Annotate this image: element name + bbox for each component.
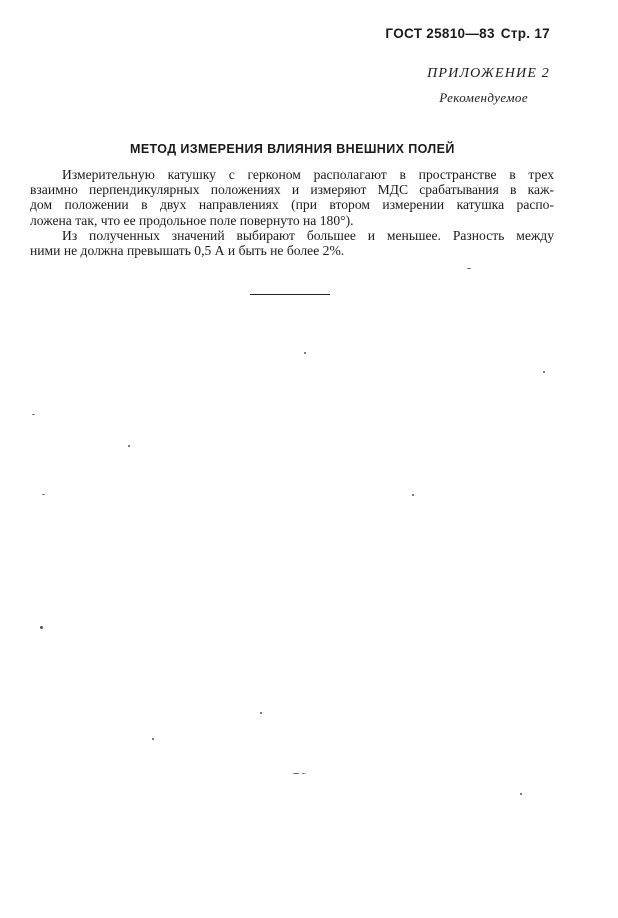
scan-speck xyxy=(520,793,522,795)
scan-speck xyxy=(293,773,299,774)
body-text xyxy=(30,167,554,259)
section-title: МЕТОД ИЗМЕРЕНИЯ ВЛИЯНИЯ ВНЕШНИХ ПОЛЕЙ xyxy=(130,142,455,156)
scan-speck xyxy=(152,738,154,740)
paragraph-2 xyxy=(30,227,554,259)
paragraph-line: ложена так, что ее продольное поле повернуто на 180°). xyxy=(30,212,354,228)
scan-speck xyxy=(260,712,262,714)
page-header xyxy=(385,26,550,41)
standard-number: ГОСТ 25810—83 xyxy=(385,26,495,41)
paragraph-1 xyxy=(30,167,554,228)
appendix-status: Рекомендуемое xyxy=(439,90,528,105)
paragraph-line: Измерительную катушку с герконом располагают в пространстве в трех xyxy=(62,167,554,182)
paragraph-line: взаимно перпендикулярных положениях и измеряют МДС срабатывания в каж- xyxy=(30,182,554,198)
scan-speck xyxy=(543,371,545,373)
scan-speck xyxy=(412,494,414,496)
scan-speck xyxy=(40,626,43,629)
paragraph-line: Из полученных значений выбирают большее и меньшее. Разность между xyxy=(62,227,554,243)
scan-speck xyxy=(304,352,306,354)
scan-speck xyxy=(128,445,130,447)
scan-speck xyxy=(42,494,45,495)
scan-speck xyxy=(467,268,471,269)
end-rule xyxy=(250,294,330,295)
page-number: Стр. 17 xyxy=(500,26,550,41)
scan-speck xyxy=(32,414,35,415)
paragraph-line: дом положении в двух направлениях (при втором измерении катушка распо- xyxy=(30,197,554,213)
paragraph-line: ними не должна превышать 0,5 А и быть не более 2%. xyxy=(30,243,345,259)
scan-speck xyxy=(302,773,305,774)
appendix-title: ПРИЛОЖЕНИЕ 2 xyxy=(427,66,550,81)
